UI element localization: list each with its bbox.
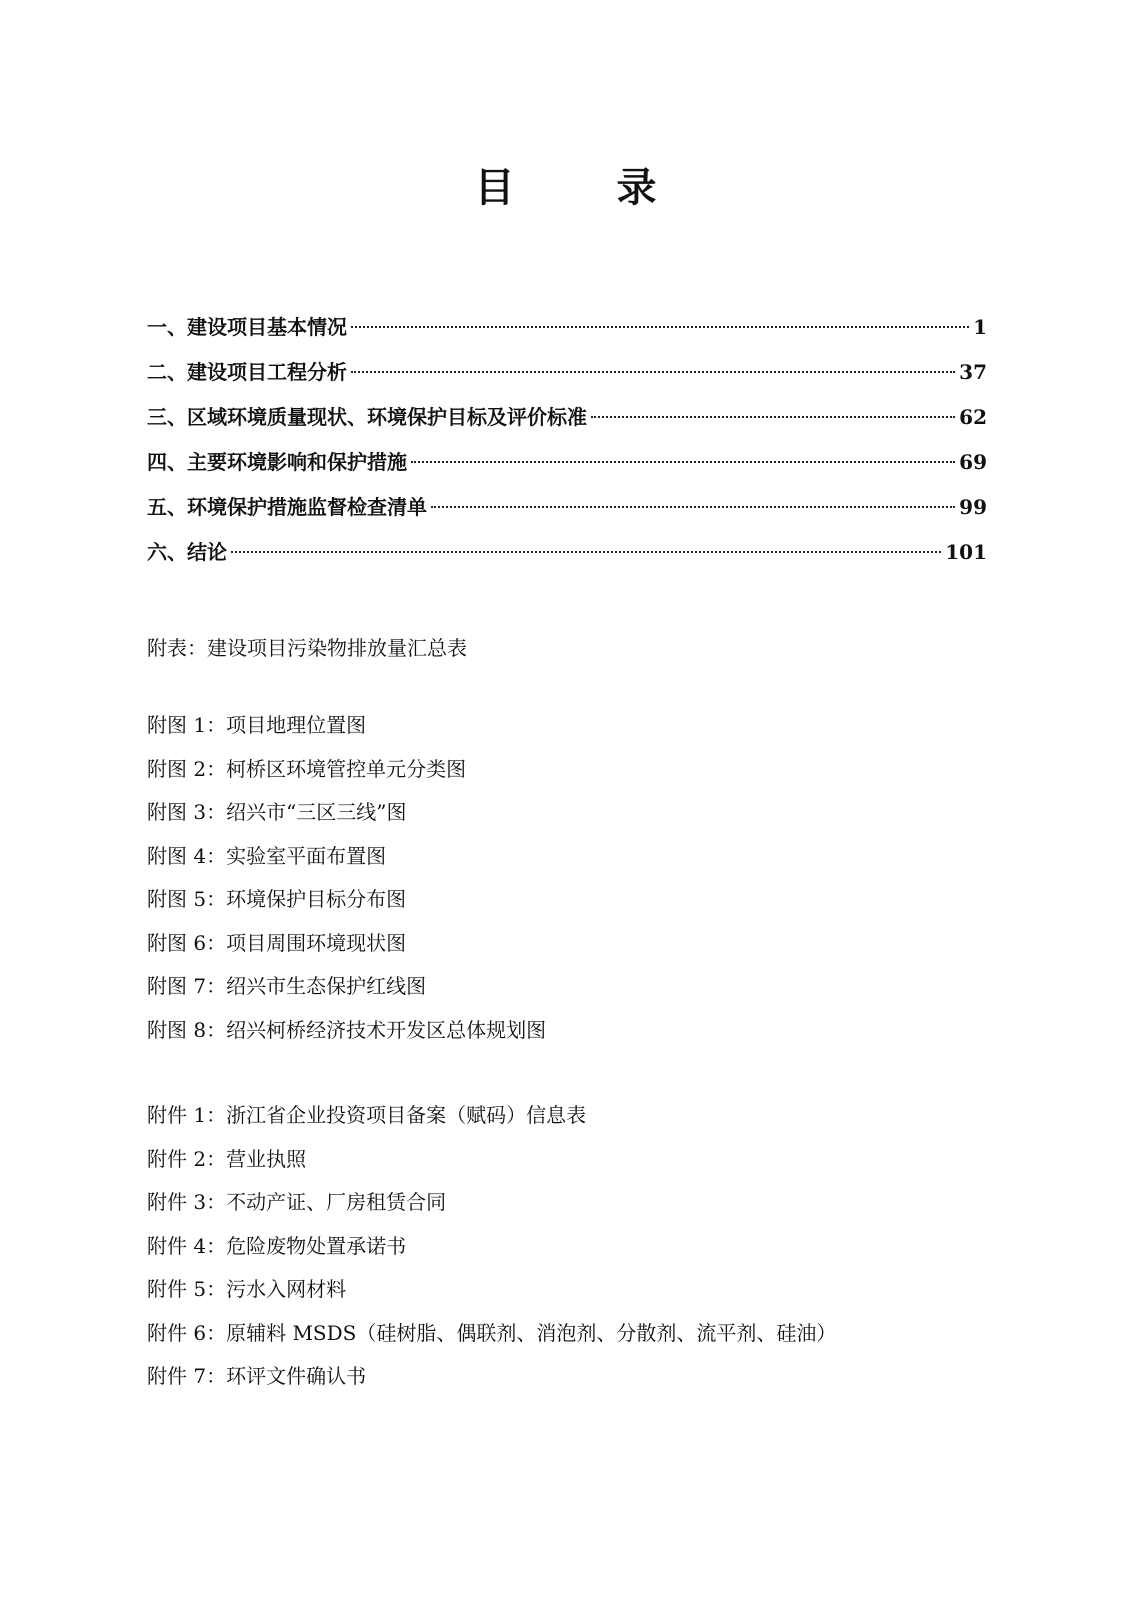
toc-entry-number: 一、 bbox=[147, 315, 187, 339]
figure-item: 附图 5：环境保护目标分布图 bbox=[147, 887, 407, 911]
toc-entry-label: 主要环境影响和保护措施 bbox=[187, 450, 407, 474]
toc-entry-page: 1 bbox=[973, 315, 987, 339]
toc-entry-label: 建设项目基本情况 bbox=[187, 315, 347, 339]
toc-dot-leader bbox=[231, 551, 941, 553]
toc-entry-number: 四、 bbox=[147, 450, 187, 474]
toc-entry-label: 区域环境质量现状、环境保护目标及评价标准 bbox=[187, 405, 587, 429]
figure-list bbox=[147, 708, 546, 1056]
toc-entry-number: 六、 bbox=[147, 540, 187, 564]
page-title: 目 录 bbox=[474, 164, 701, 211]
toc-entry[interactable] bbox=[147, 490, 987, 535]
toc-entry[interactable] bbox=[147, 355, 987, 400]
figure-item: 附图 3：绍兴市“三区三线”图 bbox=[147, 800, 407, 824]
toc-entry[interactable] bbox=[147, 400, 987, 445]
figure-item: 附图 7：绍兴市生态保护红线图 bbox=[147, 974, 427, 998]
attachment-item: 附件 5：污水入网材料 bbox=[147, 1277, 347, 1301]
toc-dot-leader bbox=[431, 506, 955, 508]
attachment-item: 附件 4：危险废物处置承诺书 bbox=[147, 1233, 407, 1258]
attachment-item: 附件 7：环评文件确认书 bbox=[147, 1364, 367, 1388]
figure-item: 附图 4：实验室平面布置图 bbox=[147, 843, 387, 868]
table-of-contents bbox=[147, 310, 987, 580]
toc-dot-leader bbox=[591, 416, 955, 418]
attachment-item: 附件 6：原辅料 MSDS（硅树脂、偶联剂、消泡剂、分散剂、流平剂、硅油） bbox=[147, 1320, 837, 1345]
toc-entry-page: 99 bbox=[959, 495, 987, 519]
toc-entry[interactable] bbox=[147, 310, 987, 355]
attachment-list bbox=[147, 1098, 836, 1403]
toc-dot-leader bbox=[351, 326, 969, 328]
toc-entry-page: 101 bbox=[945, 540, 987, 564]
toc-entry-label: 建设项目工程分析 bbox=[187, 360, 347, 384]
figure-item: 附图 1：项目地理位置图 bbox=[147, 713, 367, 737]
figure-item: 附图 6：项目周围环境现状图 bbox=[147, 930, 407, 955]
toc-entry[interactable] bbox=[147, 445, 987, 490]
toc-dot-leader bbox=[411, 461, 955, 463]
toc-entry-page: 69 bbox=[959, 450, 987, 474]
toc-entry-number: 二、 bbox=[147, 360, 187, 384]
toc-entry-label: 环境保护措施监督检查清单 bbox=[187, 495, 427, 519]
attachment-item: 附件 3：不动产证、厂房租赁合同 bbox=[147, 1190, 447, 1214]
toc-entry-number: 三、 bbox=[147, 405, 187, 429]
toc-entry[interactable] bbox=[147, 535, 987, 580]
toc-entry-label: 结论 bbox=[187, 540, 227, 564]
attachment-item: 附件 2：营业执照 bbox=[147, 1146, 307, 1171]
attached-table-item: 附表：建设项目污染物排放量汇总表 bbox=[147, 636, 467, 660]
toc-dot-leader bbox=[351, 371, 955, 373]
toc-entry-number: 五、 bbox=[147, 495, 187, 519]
attachment-item: 附件 1：浙江省企业投资项目备案（赋码）信息表 bbox=[147, 1103, 587, 1127]
figure-item: 附图 2：柯桥区环境管控单元分类图 bbox=[147, 756, 467, 781]
toc-entry-page: 37 bbox=[959, 360, 987, 384]
figure-item: 附图 8：绍兴柯桥经济技术开发区总体规划图 bbox=[147, 1017, 547, 1042]
toc-entry-page: 62 bbox=[959, 405, 987, 429]
